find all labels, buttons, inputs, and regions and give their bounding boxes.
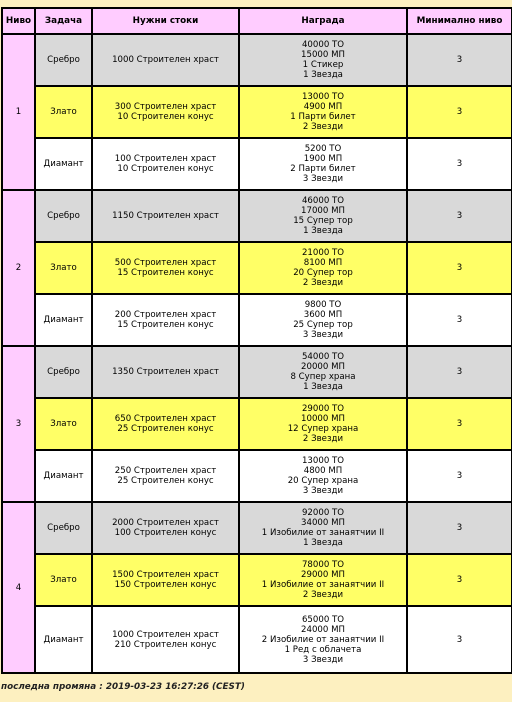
reward-line: 1900 МП	[303, 154, 343, 164]
goods-cell	[92, 190, 239, 242]
reward-line: 2 Парти билет	[290, 164, 356, 174]
quest-row-diamond	[2, 606, 512, 673]
header-min-level: Минимално ниво	[407, 8, 512, 34]
quest-row-gold	[2, 554, 512, 606]
level-cell: 2	[2, 190, 35, 346]
task-cell: Диамант	[35, 294, 92, 346]
task-cell: Сребро	[35, 346, 92, 398]
task-cell: Сребро	[35, 190, 92, 242]
task-cell: Диамант	[35, 606, 92, 673]
header-task: Задача	[35, 8, 92, 34]
reward-line: 92000 ТО	[301, 508, 345, 518]
reward-line: 3 Звезди	[302, 654, 344, 665]
goods-line: 300 Строителен храст	[114, 102, 217, 112]
reward-cell	[239, 190, 407, 242]
level-cell: 1	[2, 34, 35, 190]
task-cell: Злато	[35, 554, 92, 606]
reward-line: 1 Стикер	[302, 60, 344, 70]
reward-line: 2 Звезди	[302, 434, 344, 444]
task-cell: Злато	[35, 242, 92, 294]
quest-row-diamond	[2, 138, 512, 190]
reward-line: 1 Звезда	[303, 70, 343, 80]
min-level-cell: 3	[407, 450, 512, 502]
header-row	[2, 8, 512, 34]
quest-row-silver	[2, 190, 512, 242]
reward-cell	[239, 606, 407, 673]
goods-line: 1150 Строителен храст	[112, 211, 219, 221]
min-level-cell: 3	[407, 554, 512, 606]
reward-line: 21000 ТО	[301, 248, 345, 258]
header-goods: Нужни стоки	[92, 8, 239, 34]
task-cell: Сребро	[35, 502, 92, 554]
reward-cell	[239, 502, 407, 554]
min-level-cell: 3	[407, 346, 512, 398]
goods-line: 1500 Строителен храст	[112, 570, 219, 580]
goods-cell	[92, 502, 239, 554]
reward-line: 46000 ТО	[301, 196, 345, 206]
reward-line: 29000 МП	[301, 570, 345, 580]
reward-cell	[239, 34, 407, 86]
reward-line: 1 Ред с облачета	[284, 644, 362, 655]
goods-line: 210 Строителен конус	[114, 639, 217, 650]
reward-line: 13000 ТО	[301, 92, 345, 102]
reward-line: 2 Звезди	[302, 590, 344, 600]
goods-line: 1350 Строителен храст	[112, 367, 219, 377]
min-level-cell: 3	[407, 294, 512, 346]
min-level-cell: 3	[407, 398, 512, 450]
reward-line: 29000 ТО	[301, 404, 345, 414]
reward-line: 5200 ТО	[304, 144, 342, 154]
goods-cell	[92, 398, 239, 450]
reward-line: 65000 ТО	[301, 614, 345, 625]
reward-cell	[239, 346, 407, 398]
reward-line: 17000 МП	[301, 206, 345, 216]
reward-line: 1 Парти билет	[290, 112, 356, 122]
quest-row-silver	[2, 502, 512, 554]
goods-line: 15 Строителен конус	[117, 268, 214, 278]
task-cell: Диамант	[35, 138, 92, 190]
goods-line: 1000 Строителен храст	[112, 629, 219, 640]
goods-line: 200 Строителен храст	[114, 310, 217, 320]
reward-line: 2 Изобилие от занаятчии II	[261, 634, 385, 645]
reward-line: 34000 МП	[301, 518, 345, 528]
reward-line: 10000 МП	[301, 414, 345, 424]
level-cell: 4	[2, 502, 35, 673]
goods-line: 15 Строителен конус	[117, 320, 214, 330]
task-cell: Диамант	[35, 450, 92, 502]
goods-line: 1000 Строителен храст	[112, 55, 219, 65]
goods-line: 650 Строителен храст	[114, 414, 217, 424]
reward-line: 24000 МП	[301, 624, 345, 635]
header-level: Ниво	[2, 8, 35, 34]
reward-cell	[239, 398, 407, 450]
reward-line: 4900 МП	[303, 102, 343, 112]
quest-row-diamond	[2, 450, 512, 502]
reward-line: 20 Супер тор	[293, 268, 353, 278]
goods-cell	[92, 606, 239, 673]
reward-line: 12 Супер храна	[287, 424, 359, 434]
min-level-cell: 3	[407, 242, 512, 294]
reward-line: 20000 МП	[301, 362, 345, 372]
reward-cell	[239, 138, 407, 190]
last-modified-label: последна промяна	[1, 682, 97, 692]
reward-line: 9800 ТО	[304, 300, 342, 310]
task-cell: Злато	[35, 398, 92, 450]
goods-line: 10 Строителен конус	[117, 164, 214, 174]
reward-cell	[239, 554, 407, 606]
quest-row-gold	[2, 242, 512, 294]
goods-line: 2000 Строителен храст	[112, 518, 219, 528]
goods-cell	[92, 450, 239, 502]
reward-line: 1 Звезда	[303, 226, 343, 236]
quest-row-silver	[2, 346, 512, 398]
reward-line: 3 Звезди	[302, 330, 344, 340]
reward-cell	[239, 242, 407, 294]
reward-line: 1 Звезда	[303, 538, 343, 548]
reward-line: 3 Звезди	[302, 174, 344, 184]
min-level-cell: 3	[407, 138, 512, 190]
reward-line: 3600 МП	[303, 310, 343, 320]
goods-line: 500 Строителен храст	[114, 258, 217, 268]
goods-line: 250 Строителен храст	[114, 466, 217, 476]
goods-line: 10 Строителен конус	[117, 112, 214, 122]
quest-table-body	[2, 34, 512, 673]
reward-line: 8 Супер храна	[290, 372, 356, 382]
reward-line: 15000 МП	[301, 50, 345, 60]
goods-cell	[92, 138, 239, 190]
reward-line: 4800 МП	[303, 466, 343, 476]
goods-cell	[92, 346, 239, 398]
quest-row-diamond	[2, 294, 512, 346]
task-cell: Сребро	[35, 34, 92, 86]
goods-cell	[92, 294, 239, 346]
goods-line: 150 Строителен конус	[114, 580, 217, 590]
quest-row-gold	[2, 398, 512, 450]
reward-line: 1 Изобилие от занаятчии II	[261, 580, 385, 590]
goods-line: 25 Строителен конус	[117, 424, 214, 434]
min-level-cell: 3	[407, 34, 512, 86]
reward-line: 13000 ТО	[301, 456, 345, 466]
reward-line: 1 Звезда	[303, 382, 343, 392]
reward-line: 2 Звезди	[302, 278, 344, 288]
goods-cell	[92, 34, 239, 86]
reward-line: 20 Супер храна	[287, 476, 359, 486]
reward-cell	[239, 450, 407, 502]
goods-cell	[92, 86, 239, 138]
goods-cell	[92, 242, 239, 294]
reward-cell	[239, 86, 407, 138]
goods-cell	[92, 554, 239, 606]
min-level-cell: 3	[407, 86, 512, 138]
goods-line: 25 Строителен конус	[117, 476, 214, 486]
level-cell: 3	[2, 346, 35, 502]
reward-line: 1 Изобилие от занаятчии II	[261, 528, 385, 538]
reward-line: 40000 ТО	[301, 40, 345, 50]
quest-row-gold	[2, 86, 512, 138]
reward-line: 15 Супер тор	[293, 216, 353, 226]
reward-line: 78000 ТО	[301, 560, 345, 570]
reward-line: 8100 МП	[303, 258, 343, 268]
quest-row-silver	[2, 34, 512, 86]
min-level-cell: 3	[407, 190, 512, 242]
last-modified-timestamp: 2019-03-23 16:27:26 (CEST)	[105, 682, 245, 692]
goods-line: 100 Строителен храст	[114, 154, 217, 164]
min-level-cell: 3	[407, 606, 512, 673]
reward-cell	[239, 294, 407, 346]
reward-line: 3 Звезди	[302, 486, 344, 496]
last-modified: последна промяна : 2019-03-23 16:27:26 (CEST)	[1, 682, 245, 692]
min-level-cell: 3	[407, 502, 512, 554]
reward-line: 2 Звезди	[302, 122, 344, 132]
header-reward: Награда	[239, 8, 407, 34]
goods-line: 100 Строителен конус	[114, 528, 217, 538]
reward-line: 54000 ТО	[301, 352, 345, 362]
quest-table	[1, 7, 512, 674]
task-cell: Злато	[35, 86, 92, 138]
reward-line: 25 Супер тор	[293, 320, 353, 330]
